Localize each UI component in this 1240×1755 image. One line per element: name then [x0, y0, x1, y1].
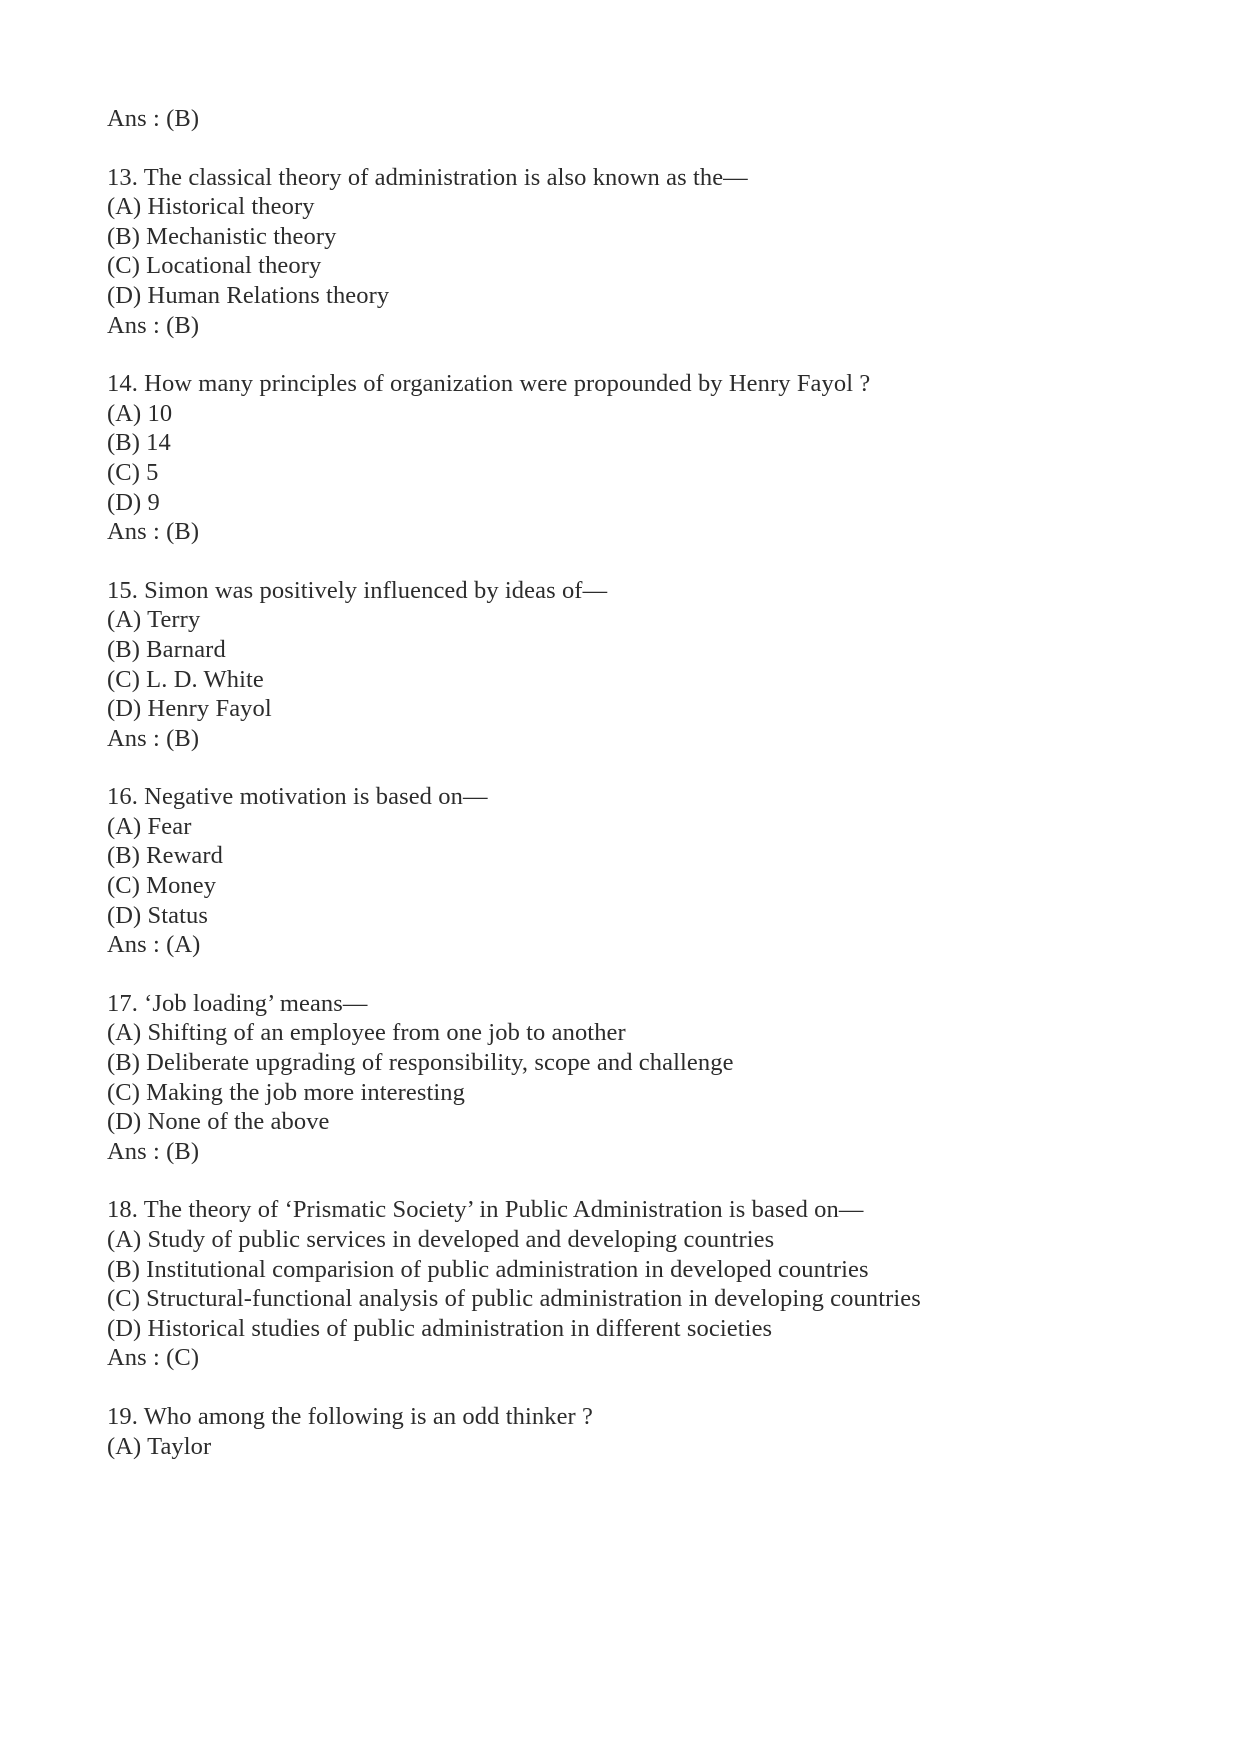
question-text: 15. Simon was positively influenced by ideas of— — [107, 576, 608, 604]
option-text: (B) Reward — [107, 842, 223, 870]
answer-text: Ans : (C) — [107, 1344, 200, 1372]
question-text: 17. ‘Job loading’ means— — [107, 989, 368, 1017]
question-block — [107, 163, 1140, 341]
question-text: 19. Who among the following is an odd thinker ? — [107, 1402, 594, 1430]
question-block — [107, 104, 1140, 134]
question-block — [107, 1195, 1140, 1373]
option-text: (D) Status — [107, 901, 209, 929]
question-block — [107, 1402, 1140, 1461]
option-text: (A) 10 — [107, 399, 173, 427]
option-text: (B) 14 — [107, 429, 171, 457]
option-text: (A) Taylor — [107, 1432, 212, 1460]
answer-text: Ans : (B) — [107, 105, 200, 132]
question-text: 13. The classical theory of administration is also known as the— — [107, 163, 748, 191]
option-text: (C) Locational theory — [107, 252, 322, 280]
option-text: (B) Institutional comparision of public administration in developed countries — [107, 1255, 869, 1283]
option-text: (A) Study of public services in developed and developing countries — [107, 1226, 775, 1253]
option-text: (C) Structural-functional analysis of public administration in developing countries — [107, 1285, 921, 1313]
question-list — [107, 104, 1140, 1461]
option-text: (D) Henry Fayol — [107, 695, 272, 723]
option-text: (C) L. D. White — [107, 665, 264, 693]
option-text: (C) Making the job more interesting — [107, 1078, 465, 1106]
option-text: (A) Shifting of an employee from one job to another — [107, 1019, 626, 1047]
question-block — [107, 576, 1140, 754]
option-text: (B) Deliberate upgrading of responsibility, scope and challenge — [107, 1049, 734, 1077]
answer-text: Ans : (B) — [107, 518, 200, 546]
question-block — [107, 989, 1140, 1167]
option-text: (D) 9 — [107, 488, 160, 516]
question-text: 16. Negative motivation is based on— — [107, 783, 488, 811]
answer-text: Ans : (B) — [107, 724, 200, 752]
question-block — [107, 369, 1140, 547]
option-text: (D) None of the above — [107, 1108, 330, 1136]
option-text: (A) Fear — [107, 812, 192, 840]
option-text: (D) Human Relations theory — [107, 281, 390, 309]
option-text: (B) Mechanistic theory — [107, 222, 337, 250]
answer-text: Ans : (B) — [107, 311, 200, 339]
answer-text: Ans : (B) — [107, 1137, 200, 1165]
option-text: (A) Historical theory — [107, 193, 315, 221]
question-block — [107, 782, 1140, 960]
option-text: (A) Terry — [107, 606, 201, 634]
option-text: (D) Historical studies of public administration in different societies — [107, 1314, 773, 1342]
question-text: 18. The theory of ‘Prismatic Society’ in Public Administration is based on— — [107, 1196, 864, 1224]
option-text: (C) 5 — [107, 458, 159, 486]
answer-text: Ans : (A) — [107, 931, 201, 959]
question-text: 14. How many principles of organization were propounded by Henry Fayol ? — [107, 370, 871, 398]
option-text: (C) Money — [107, 872, 217, 900]
option-text: (B) Barnard — [107, 635, 226, 663]
